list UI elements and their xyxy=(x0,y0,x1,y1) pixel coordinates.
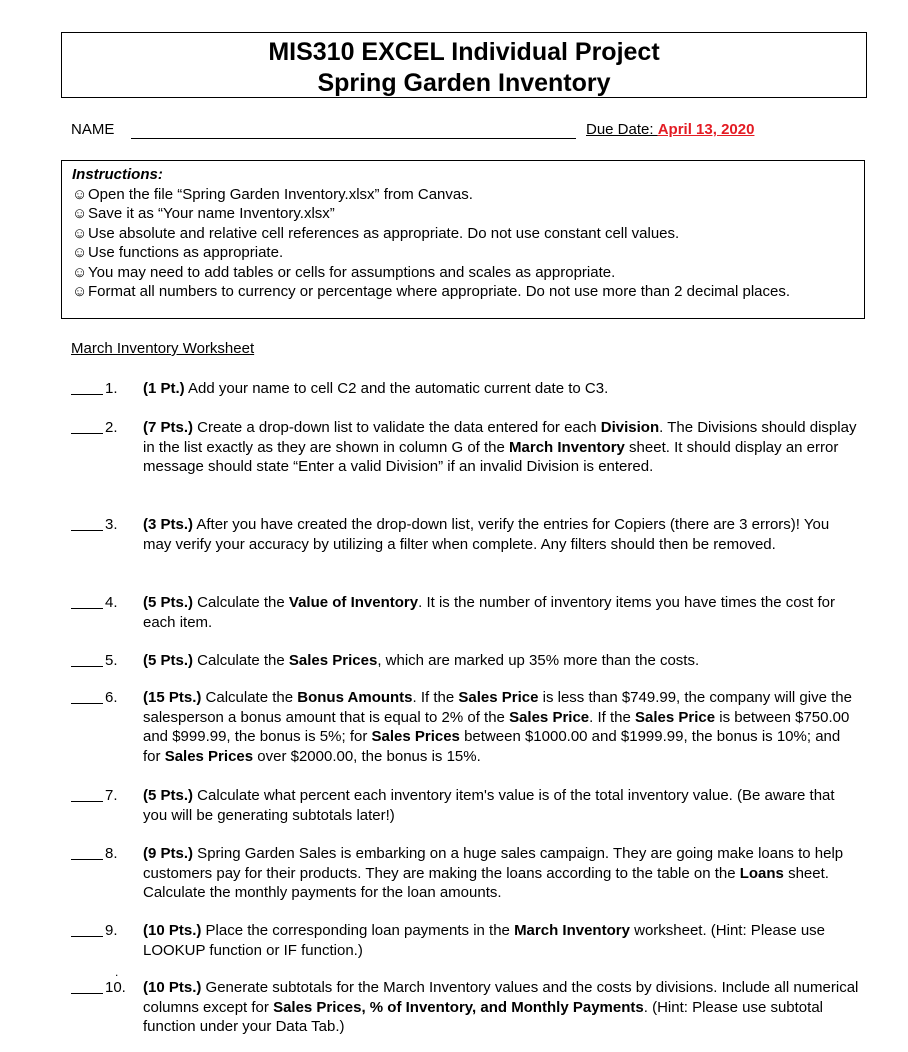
task-text xyxy=(143,688,861,766)
smiley-icon: ☺ xyxy=(72,283,88,300)
score-blank-line xyxy=(71,859,103,860)
score-blank-line xyxy=(71,394,103,395)
instruction-item xyxy=(72,263,854,283)
instruction-item xyxy=(72,282,854,302)
instructions-heading: Instructions: xyxy=(72,166,163,183)
instruction-text: You may need to add tables or cells for assumptions and scales as appropriate. xyxy=(88,263,616,281)
task-text xyxy=(143,978,861,1037)
score-blank-line xyxy=(71,608,103,609)
task-description: After you have created the drop-down list, verify the entries for Copiers (there are 3 errors)! You may verify your accuracy by utilizing a filter when complete. Any filters should then be removed. xyxy=(143,516,830,553)
score-blank-line xyxy=(71,703,103,704)
task-text xyxy=(143,593,861,632)
task-item xyxy=(71,651,861,671)
task-number: 5. xyxy=(105,652,118,669)
instruction-text: Open the file “Spring Garden Inventory.xlsx” from Canvas. xyxy=(88,185,473,203)
task-points: (5 Pts.) xyxy=(143,787,194,804)
task-points: (3 Pts.) xyxy=(143,516,194,533)
task-points: (10 Pts.) xyxy=(143,979,202,996)
task-description: Calculate the Bonus Amounts. If the Sales Price is less than $749.99, the company will give the salesperson a bonus amount that is equal to 2% of the Sales Price. If the Sales Price is between $750.00 and $999.99, the bonus is 5%; for Sales Prices between $1000.00 and $1999.99, the bonus is 10%; and for Sales Prices over $2000.00, the bonus is 15%. xyxy=(143,689,852,765)
score-blank-line xyxy=(71,936,103,937)
task-description: Calculate the Sales Prices, which are marked up 35% more than the costs. xyxy=(193,652,700,669)
smiley-icon: ☺ xyxy=(72,185,88,203)
name-row xyxy=(71,121,791,141)
task-number: 2. xyxy=(105,419,118,436)
task-item xyxy=(71,688,861,766)
task-description: Generate subtotals for the March Inventory values and the costs by divisions. Include all numerical columns except for Sales Prices, % of Inventory, and Monthly Payments. (Hint: Please use subtotal function under your Data Tab.) xyxy=(143,979,859,1035)
task-item xyxy=(71,515,861,554)
due-date-label xyxy=(586,121,754,138)
task-points: (5 Pts.) xyxy=(143,652,194,669)
task-text xyxy=(143,418,861,477)
task-description: Calculate what percent each inventory item's value is of the total inventory value. (Be aware that you will be generating subtotals later!) xyxy=(143,787,835,824)
score-blank-line xyxy=(71,666,103,667)
task-text xyxy=(143,515,861,554)
task-number: 9. xyxy=(105,922,118,939)
task-text xyxy=(143,786,861,825)
task-item xyxy=(71,786,861,825)
smiley-icon: ☺ xyxy=(72,224,88,242)
task-points: (10 Pts.) xyxy=(143,922,202,939)
document-subtitle: Spring Garden Inventory xyxy=(317,69,611,97)
smiley-icon: ☺ xyxy=(72,244,88,261)
due-date-label-text: Due Date: xyxy=(586,121,658,138)
title-box xyxy=(61,32,867,98)
task-item xyxy=(71,379,861,399)
instruction-text: Format all numbers to currency or percentage where appropriate. Do not use more than 2 decimal places. xyxy=(88,283,791,300)
task-text xyxy=(143,651,861,671)
task-points: (1 Pt.) xyxy=(143,380,185,397)
task-item xyxy=(71,921,861,960)
task-item xyxy=(71,418,861,477)
task-number: 3. xyxy=(105,516,118,533)
instruction-text: Use absolute and relative cell references as appropriate. Do not use constant cell values. xyxy=(88,224,680,242)
instruction-item xyxy=(72,204,854,224)
task-number: 6. xyxy=(105,689,118,706)
task-number: 7. xyxy=(105,787,118,804)
task-description: Add your name to cell C2 and the automatic current date to C3. xyxy=(184,380,609,397)
task-text xyxy=(143,379,861,399)
task-item xyxy=(71,978,861,1037)
smiley-icon: ☺ xyxy=(72,263,88,281)
stray-dot: . xyxy=(115,965,119,979)
instruction-item xyxy=(72,243,854,263)
task-points: (7 Pts.) xyxy=(143,419,194,436)
task-item xyxy=(71,593,861,632)
due-date-value: April 13, 2020 xyxy=(657,121,755,138)
instruction-item xyxy=(72,185,854,205)
score-blank-line xyxy=(71,801,103,802)
task-text xyxy=(143,844,861,903)
instructions-box xyxy=(61,160,865,319)
task-points: (15 Pts.) xyxy=(143,689,202,706)
smiley-icon: ☺ xyxy=(72,205,88,222)
task-points: (9 Pts.) xyxy=(143,845,194,862)
task-number: 4. xyxy=(105,594,118,611)
task-description: Spring Garden Sales is embarking on a huge sales campaign. They are going make loans to help customers pay for their products. They are making the loans according to the table on the Loans sheet. Calculate the monthly payments for the loan amounts. xyxy=(143,845,844,901)
name-label: NAME xyxy=(71,121,115,138)
task-text xyxy=(143,921,861,960)
instructions-list xyxy=(72,185,854,302)
task-description: Calculate the Value of Inventory. It is the number of inventory items you have times the cost for each item. xyxy=(143,594,835,631)
score-blank-line xyxy=(71,530,103,531)
task-number: 1. xyxy=(105,380,118,397)
document-title: MIS310 EXCEL Individual Project xyxy=(268,38,660,66)
task-item xyxy=(71,844,861,903)
task-description: Create a drop-down list to validate the data entered for each Division. The Divisions should display in the list exactly as they are shown in column G of the March Inventory sheet. It should display an error message should state “Enter a valid Division” if an invalid Division is entered. xyxy=(143,419,857,475)
instruction-text: Use functions as appropriate. xyxy=(88,244,284,261)
section-title: March Inventory Worksheet xyxy=(71,340,255,357)
task-description: Place the corresponding loan payments in the March Inventory worksheet. (Hint: Please use LOOKUP function or IF function.) xyxy=(143,922,826,959)
task-points: (5 Pts.) xyxy=(143,594,194,611)
instruction-item xyxy=(72,224,854,244)
score-blank-line xyxy=(71,433,103,434)
instruction-text: Save it as “Your name Inventory.xlsx” xyxy=(88,205,335,222)
name-blank-line xyxy=(131,138,576,139)
score-blank-line xyxy=(71,993,103,994)
task-number: 8. xyxy=(105,845,118,862)
task-number: 10. xyxy=(105,979,126,996)
